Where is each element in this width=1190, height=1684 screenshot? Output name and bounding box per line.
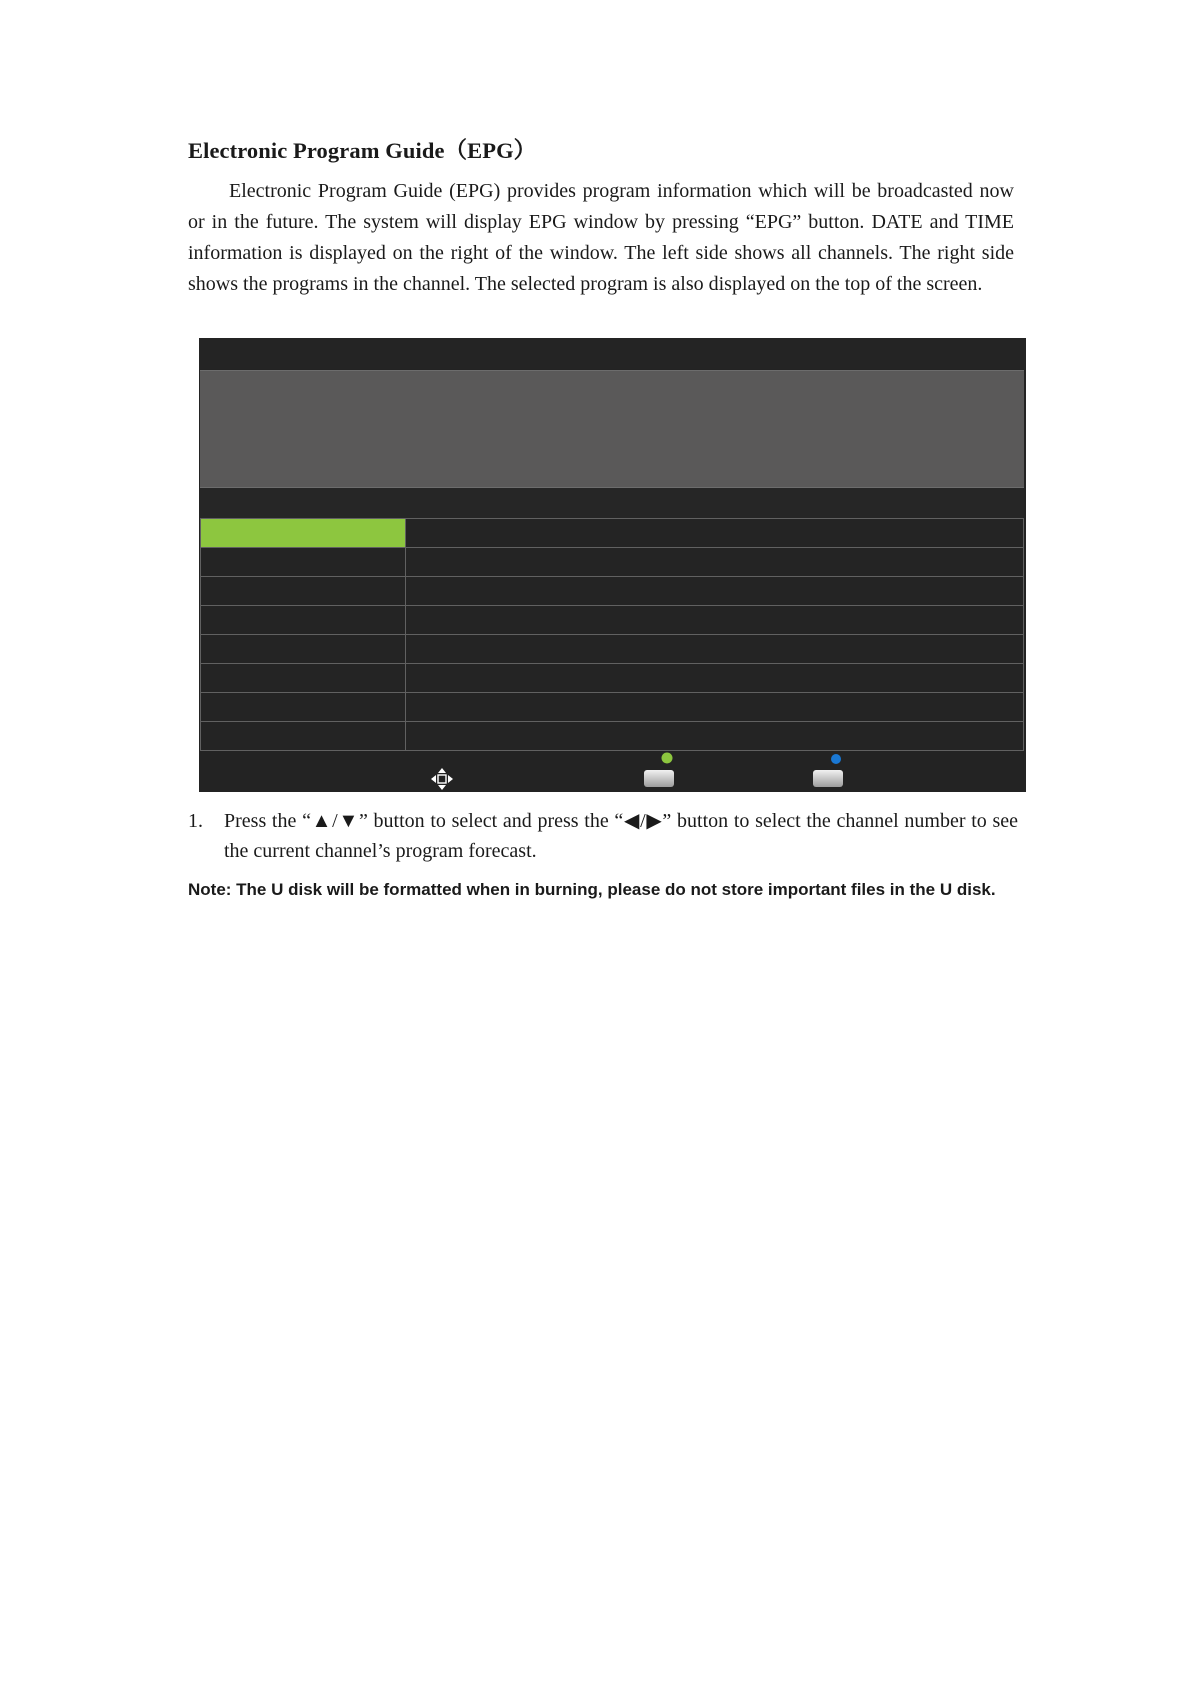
instruction-steps	[188, 806, 1018, 866]
channel-cell[interactable]	[200, 693, 406, 721]
program-cell[interactable]	[406, 693, 1024, 721]
step-item	[188, 806, 1018, 866]
epg-screen-illustration	[199, 338, 1026, 792]
page-title: Electronic Program Guide（EPG）	[188, 138, 537, 163]
navigation-arrows-icon	[430, 767, 454, 791]
intro-paragraph: Electronic Program Guide (EPG) provides program information which will be broadcasted now or in the future. The system will display EPG window by pressing “EPG” button. DATE and TIME information is displayed on the right of the window. The left side shows all channels. The right side shows the programs in the channel. The selected program is also displayed on the top of the screen.	[188, 180, 1014, 295]
epg-row	[200, 664, 1024, 693]
channel-cell[interactable]	[200, 722, 406, 750]
channel-cell[interactable]	[200, 664, 406, 692]
channel-cell[interactable]	[200, 577, 406, 605]
epg-row	[200, 577, 1024, 606]
program-cell[interactable]	[406, 635, 1024, 663]
epg-row	[200, 693, 1024, 722]
channel-cell[interactable]	[200, 548, 406, 576]
epg-row	[200, 722, 1024, 751]
step-number: 1.	[188, 810, 203, 832]
channel-cell[interactable]	[200, 635, 406, 663]
epg-row	[200, 606, 1024, 635]
program-cell[interactable]	[406, 577, 1024, 605]
note-text: Note: The U disk will be formatted when in burning, please do not store important files in the U disk.	[188, 880, 996, 899]
epg-row	[200, 635, 1024, 664]
program-cell[interactable]	[406, 722, 1024, 750]
blue-function-button[interactable]	[813, 770, 843, 787]
channel-cell[interactable]	[200, 606, 406, 634]
green-function-button[interactable]	[644, 770, 674, 787]
epg-date-time-bar	[200, 488, 1024, 518]
epg-row	[200, 548, 1024, 577]
epg-title-bar	[199, 338, 1026, 369]
blue-key-icon	[829, 752, 843, 766]
epg-channel-program-grid	[200, 518, 1024, 751]
program-cell[interactable]	[406, 548, 1024, 576]
program-cell[interactable]	[406, 664, 1024, 692]
green-key-icon	[660, 751, 674, 765]
epg-program-info-panel	[200, 370, 1024, 488]
program-cell[interactable]	[406, 519, 1024, 547]
channel-cell-selected[interactable]	[200, 519, 406, 547]
epg-row	[200, 519, 1024, 548]
program-cell[interactable]	[406, 606, 1024, 634]
step-text: Press the “▲/▼” button to select and press the “◀/▶” button to select the channel number to see the current channel’s program forecast.	[224, 810, 1018, 862]
